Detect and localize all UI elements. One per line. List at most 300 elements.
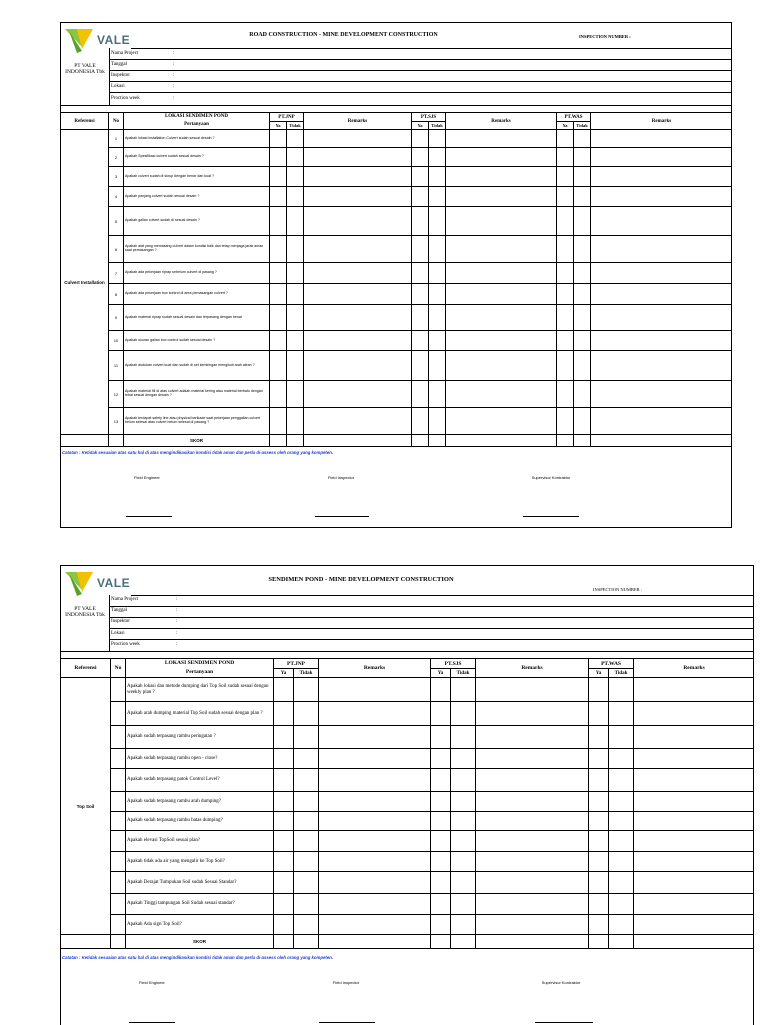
ya-cell[interactable] [412, 187, 429, 207]
header-remarks-3: Remarks [634, 659, 754, 678]
remarks-cell[interactable] [634, 749, 754, 769]
row-number [111, 894, 126, 915]
tidak-cell[interactable] [574, 236, 591, 263]
ya-cell[interactable] [431, 702, 451, 726]
ya-cell[interactable] [412, 381, 429, 408]
ya-cell[interactable] [589, 812, 609, 831]
checklist-table [60, 112, 732, 447]
table-row [61, 305, 733, 331]
ya-cell[interactable] [557, 207, 574, 236]
ya-cell[interactable] [431, 678, 451, 702]
tidak-cell[interactable] [429, 331, 446, 351]
ya-cell[interactable] [270, 236, 287, 263]
remarks-cell[interactable] [591, 187, 732, 207]
ya-cell[interactable] [557, 236, 574, 263]
remarks-cell[interactable] [319, 678, 431, 702]
lokasi-header: LOKASI SENDIMEN POND [126, 659, 274, 667]
tidak-cell[interactable] [287, 305, 304, 331]
signature-field-engineer: Field Engineer [134, 475, 160, 480]
ya-cell[interactable] [557, 187, 574, 207]
ya-cell[interactable] [589, 831, 609, 852]
contractor-was: PT.WAS [589, 659, 634, 669]
tidak-cell[interactable] [294, 792, 319, 812]
remarks-cell[interactable] [634, 769, 754, 792]
ya-cell[interactable] [274, 894, 294, 915]
row-number [111, 831, 126, 852]
tidak-cell[interactable] [287, 167, 304, 187]
header-ya: Ya [270, 122, 287, 130]
tidak-cell[interactable] [451, 792, 476, 812]
remarks-cell[interactable] [634, 894, 754, 915]
ya-cell[interactable] [589, 702, 609, 726]
tidak-cell[interactable] [609, 792, 634, 812]
remarks-cell[interactable] [591, 408, 732, 435]
tidak-cell[interactable] [287, 130, 304, 148]
remarks-cell[interactable] [319, 749, 431, 769]
info-label-project: Nama Project [111, 597, 139, 602]
checklist-table [60, 658, 754, 949]
remarks-cell[interactable] [591, 284, 732, 305]
remarks-cell[interactable] [304, 207, 412, 236]
ya-cell[interactable] [589, 872, 609, 894]
remarks-cell[interactable] [634, 726, 754, 749]
remarks-cell[interactable] [304, 236, 412, 263]
ya-cell[interactable] [589, 792, 609, 812]
tidak-cell[interactable] [287, 236, 304, 263]
remarks-cell[interactable] [319, 702, 431, 726]
table-row [61, 792, 755, 812]
ya-cell[interactable] [270, 331, 287, 351]
ya-cell[interactable] [270, 408, 287, 435]
ya-cell[interactable] [412, 148, 429, 167]
question-text: Apakah tidak ada air yang mengalir ke Top Soil? [126, 852, 274, 872]
remarks-cell[interactable] [476, 872, 589, 894]
header-referensi: Referensi [61, 113, 109, 130]
ya-cell[interactable] [431, 852, 451, 872]
remarks-cell[interactable] [304, 408, 412, 435]
remarks-cell[interactable] [319, 894, 431, 915]
remarks-cell[interactable] [446, 187, 557, 207]
tidak-cell[interactable] [429, 381, 446, 408]
row-number: 6 [109, 236, 124, 263]
ya-cell[interactable] [431, 812, 451, 831]
question-text: Apakah elevasi TopSoil sesuai plan? [126, 831, 274, 852]
reference-cell: Culvert Installation [61, 130, 109, 435]
tidak-cell[interactable] [287, 187, 304, 207]
tidak-cell[interactable] [574, 187, 591, 207]
tidak-cell[interactable] [609, 894, 634, 915]
tidak-cell[interactable] [609, 872, 634, 894]
ya-cell[interactable] [589, 726, 609, 749]
ya-cell[interactable] [274, 702, 294, 726]
question-text: Apakah arah dumping material Top Soil sudah sesuai dengan plan ? [126, 702, 274, 726]
ya-cell[interactable] [274, 812, 294, 831]
ya-cell[interactable] [270, 167, 287, 187]
skor-label: SKOR [126, 935, 274, 949]
tidak-cell[interactable] [294, 852, 319, 872]
remarks-cell[interactable] [304, 130, 412, 148]
ya-cell[interactable] [589, 678, 609, 702]
row-number: 4 [109, 187, 124, 207]
ya-cell[interactable] [557, 408, 574, 435]
remarks-cell[interactable] [591, 207, 732, 236]
tidak-cell[interactable] [609, 702, 634, 726]
question-text: Apakah culvert sudah di skrup dengan benar dan kuat ? [124, 167, 270, 187]
ya-cell[interactable] [589, 915, 609, 935]
tidak-cell[interactable] [429, 408, 446, 435]
tidak-cell[interactable] [429, 130, 446, 148]
remarks-cell[interactable] [304, 305, 412, 331]
remarks-cell[interactable] [591, 236, 732, 263]
tidak-cell[interactable] [609, 769, 634, 792]
ya-cell[interactable] [270, 284, 287, 305]
ya-cell[interactable] [412, 167, 429, 187]
tidak-cell[interactable] [294, 749, 319, 769]
tidak-cell[interactable] [294, 769, 319, 792]
remarks-cell[interactable] [446, 130, 557, 148]
remarks-cell[interactable] [634, 915, 754, 935]
tidak-cell[interactable] [609, 831, 634, 852]
tidak-cell[interactable] [429, 263, 446, 284]
ya-cell[interactable] [412, 351, 429, 381]
remarks-cell[interactable] [304, 167, 412, 187]
ya-cell[interactable] [270, 207, 287, 236]
ya-cell[interactable] [557, 381, 574, 408]
remarks-cell[interactable] [634, 831, 754, 852]
ya-cell[interactable] [431, 769, 451, 792]
remarks-cell[interactable] [446, 381, 557, 408]
tidak-cell[interactable] [429, 187, 446, 207]
table-row [61, 408, 733, 435]
table-row [61, 236, 733, 263]
remarks-cell[interactable] [476, 894, 589, 915]
remarks-cell[interactable] [446, 284, 557, 305]
remarks-cell[interactable] [591, 130, 732, 148]
tidak-cell[interactable] [609, 726, 634, 749]
ya-cell[interactable] [270, 351, 287, 381]
remarks-cell[interactable] [591, 167, 732, 187]
ya-cell[interactable] [270, 305, 287, 331]
tidak-cell[interactable] [429, 207, 446, 236]
ya-cell[interactable] [274, 749, 294, 769]
remarks-cell[interactable] [304, 351, 412, 381]
logo-text: VALE [97, 33, 131, 47]
ya-cell[interactable] [270, 263, 287, 284]
tidak-cell[interactable] [294, 726, 319, 749]
remarks-cell[interactable] [304, 263, 412, 284]
ya-cell[interactable] [557, 130, 574, 148]
table-row [61, 769, 755, 792]
remarks-cell[interactable] [304, 331, 412, 351]
tidak-cell[interactable] [429, 351, 446, 381]
row-number: 8 [109, 284, 124, 305]
remarks-cell[interactable] [591, 148, 732, 167]
ya-cell[interactable] [412, 331, 429, 351]
ya-cell[interactable] [557, 284, 574, 305]
tidak-cell[interactable] [287, 408, 304, 435]
ya-cell[interactable] [412, 263, 429, 284]
tidak-cell[interactable] [574, 167, 591, 187]
question-text: Apakah Spesifikasi culvert sudah sesuai desain ? [124, 148, 270, 167]
remarks-cell[interactable] [634, 852, 754, 872]
remarks-cell[interactable] [446, 148, 557, 167]
remarks-cell[interactable] [476, 915, 589, 935]
lokasi-header: LOKASI SENDIMEN POND [124, 113, 270, 121]
ya-cell[interactable] [412, 130, 429, 148]
tidak-cell[interactable] [451, 872, 476, 894]
row-number [111, 749, 126, 769]
remarks-cell[interactable] [591, 305, 732, 331]
remarks-cell[interactable] [319, 769, 431, 792]
ya-cell[interactable] [270, 130, 287, 148]
remarks-cell[interactable] [476, 769, 589, 792]
header-remarks-2: Remarks [476, 659, 589, 678]
ya-cell[interactable] [431, 749, 451, 769]
tidak-cell[interactable] [574, 305, 591, 331]
row-number: 12 [109, 381, 124, 408]
tidak-cell[interactable] [287, 351, 304, 381]
row-number: 1 [109, 130, 124, 148]
ya-cell[interactable] [589, 769, 609, 792]
remarks-cell[interactable] [446, 331, 557, 351]
remarks-cell[interactable] [304, 148, 412, 167]
question-text: Apakah alat yang memasang culvert dalam kondisi baik dan tetap menjaga jarak aman saat pemasangan ? [124, 236, 270, 263]
tidak-cell[interactable] [294, 894, 319, 915]
remarks-cell[interactable] [446, 236, 557, 263]
ya-cell[interactable] [274, 852, 294, 872]
tidak-cell[interactable] [294, 812, 319, 831]
info-label-tanggal: Tanggal [111, 608, 128, 613]
tidak-cell[interactable] [429, 305, 446, 331]
ya-cell[interactable] [431, 726, 451, 749]
row-number: 11 [109, 351, 124, 381]
tidak-cell[interactable] [287, 381, 304, 408]
tidak-cell[interactable] [574, 381, 591, 408]
remarks-cell[interactable] [634, 702, 754, 726]
row-number [111, 792, 126, 812]
ya-cell[interactable] [270, 381, 287, 408]
tidak-cell[interactable] [429, 148, 446, 167]
remarks-cell[interactable] [476, 678, 589, 702]
logo-text: VALE [97, 576, 131, 590]
remarks-cell[interactable] [476, 812, 589, 831]
question-text: Apakah lokasi installation Culvert sudah sesuai desain ? [124, 130, 270, 148]
tidak-cell[interactable] [294, 872, 319, 894]
remarks-cell[interactable] [446, 408, 557, 435]
tidak-cell[interactable] [609, 749, 634, 769]
remarks-cell[interactable] [476, 726, 589, 749]
form-title: ROAD CONSTRUCTION - MINE DEVELOPMENT CONSTRUCTION [249, 32, 438, 38]
ya-cell[interactable] [431, 831, 451, 852]
tidak-cell[interactable] [609, 812, 634, 831]
header-referensi: Referensi [61, 659, 111, 678]
contractor-sjs: PT.SJS [431, 659, 476, 669]
info-label-lokasi: Lokasi [111, 84, 125, 89]
tidak-cell[interactable] [451, 915, 476, 935]
ya-cell[interactable] [589, 894, 609, 915]
safety-note: Catatan : Ketidak sesuaian atas satu hal di atas mengindikasikan kondisi tidak aman dan perlu di-assess oleh orang yang kompeten. [62, 955, 334, 960]
ya-cell[interactable] [589, 749, 609, 769]
ya-cell[interactable] [274, 726, 294, 749]
tidak-cell[interactable] [574, 148, 591, 167]
header-remarks-1: Remarks [304, 113, 412, 130]
tidak-cell[interactable] [429, 167, 446, 187]
tidak-cell[interactable] [574, 284, 591, 305]
remarks-cell[interactable] [319, 792, 431, 812]
tidak-cell[interactable] [451, 702, 476, 726]
remarks-cell[interactable] [446, 263, 557, 284]
tidak-cell[interactable] [287, 263, 304, 284]
question-text: Apakah material fill di atas culvert adalah material kering atau material berbatu dengan tebal sesuai dengan desain ? [124, 381, 270, 408]
tidak-cell[interactable] [574, 263, 591, 284]
remarks-cell[interactable] [446, 207, 557, 236]
ya-cell[interactable] [270, 148, 287, 167]
remarks-cell[interactable] [304, 284, 412, 305]
signature-field-engineer: Field Engineer [139, 980, 165, 985]
question-text: Apakah panjang culvert sudah sesuai desain ? [124, 187, 270, 207]
ya-cell[interactable] [589, 852, 609, 872]
tidak-cell[interactable] [451, 769, 476, 792]
remarks-cell[interactable] [319, 831, 431, 852]
contractor-was: PT.WAS [557, 113, 591, 122]
ya-cell[interactable] [557, 263, 574, 284]
remarks-cell[interactable] [634, 678, 754, 702]
ya-cell[interactable] [557, 305, 574, 331]
tidak-cell[interactable] [294, 831, 319, 852]
tidak-cell[interactable] [451, 812, 476, 831]
tidak-cell[interactable] [609, 678, 634, 702]
ya-cell[interactable] [557, 351, 574, 381]
contractor-jnp: PT.JNP [270, 113, 304, 122]
tidak-cell[interactable] [429, 284, 446, 305]
tidak-cell[interactable] [574, 351, 591, 381]
table-row [61, 726, 755, 749]
tidak-cell[interactable] [574, 207, 591, 236]
tidak-cell[interactable] [574, 408, 591, 435]
info-label-project: Nama Project [111, 51, 139, 56]
question-text: Apakah sudah terpasang rambu open - close? [126, 749, 274, 769]
ya-cell[interactable] [270, 187, 287, 207]
table-row [61, 749, 755, 769]
remarks-cell[interactable] [304, 187, 412, 207]
ya-cell[interactable] [412, 305, 429, 331]
tidak-cell[interactable] [574, 130, 591, 148]
ya-cell[interactable] [274, 792, 294, 812]
row-number: 5 [109, 207, 124, 236]
inspection-form-sendimen-pond: VALE PT VALE INDONESIA Tbk SENDIMEN POND - MINE DEVELOPMENT CONSTRUCTION INSPECTION NUMBER : Nama Project : Tanggal : Inspektor : Lokasi : Proction week : Referensi No LOKASI SENDIMEN POND PT.JNP Remarks PT.SJS Remarks PT.WAS Remarks Pertanyaan Ya Tidak Ya Tidak Ya Tidak Top Soil Apakah lokasi dan metode dumping dari Top Soil sudah sesuai dengan weekly plan ? Apakah arah dumping material Top Soil sudah sesuai dengan plan ? Apakah sudah terpasang rambu peringatan ? Apakah sudah terpasang rambu open - close? Apakah sudah terpasang patok Control Level? Apakah sudah terpasang rambu arah dumping? Apakah sudah terpasang rambu batas dumping? Apakah elevasi TopSoil sesuai plan? Apakah tidak ada air yang mengalir ke Top Soil? Apakah Derajat Tumpukan Soil sudah Sesuai Standar? Apakah Tinggi tampungan Soil Sudah sesuai standar? Apakah Ada sign Top Soil? SKOR Catatan : Ketidak sesuaian atas satu hal di atas mengindikasikan kondisi tidak aman dan perlu di-assess oleh orang yang kompeten. Field Engineer Field Inspector Supervisor Kontraktor [60, 565, 754, 1025]
ya-cell[interactable] [274, 831, 294, 852]
ya-cell[interactable] [557, 148, 574, 167]
ya-cell[interactable] [412, 207, 429, 236]
header-no: No [111, 659, 126, 678]
tidak-cell[interactable] [451, 678, 476, 702]
question-text: Apakah dudukan culvert kuat dan sudah di set kemiringan mengikuti arah aliran ? [124, 351, 270, 381]
ya-cell[interactable] [431, 792, 451, 812]
question-text: Apakah Ada sign Top Soil? [126, 915, 274, 935]
remarks-cell[interactable] [304, 381, 412, 408]
remarks-cell[interactable] [476, 852, 589, 872]
ya-cell[interactable] [412, 284, 429, 305]
ya-cell[interactable] [412, 236, 429, 263]
row-number: 7 [109, 263, 124, 284]
remarks-cell[interactable] [446, 305, 557, 331]
ya-cell[interactable] [557, 331, 574, 351]
question-text: Apakah Derajat Tumpukan Soil sudah Sesuai Standar? [126, 872, 274, 894]
remarks-cell[interactable] [476, 749, 589, 769]
remarks-cell[interactable] [319, 726, 431, 749]
tidak-cell[interactable] [451, 852, 476, 872]
remarks-cell[interactable] [591, 351, 732, 381]
ya-cell[interactable] [431, 894, 451, 915]
remarks-cell[interactable] [591, 331, 732, 351]
remarks-cell[interactable] [319, 852, 431, 872]
table-row [61, 167, 733, 187]
table-row [61, 678, 755, 702]
remarks-cell[interactable] [634, 872, 754, 894]
remarks-cell[interactable] [634, 812, 754, 831]
tidak-cell[interactable] [287, 148, 304, 167]
ya-cell[interactable] [274, 769, 294, 792]
info-label-lokasi: Lokasi [111, 631, 125, 636]
contractor-jnp: PT.JNP [274, 659, 319, 669]
header-remarks-1: Remarks [319, 659, 431, 678]
remarks-cell[interactable] [319, 915, 431, 935]
tidak-cell[interactable] [294, 915, 319, 935]
tidak-cell[interactable] [287, 207, 304, 236]
remarks-cell[interactable] [476, 702, 589, 726]
ya-cell[interactable] [412, 408, 429, 435]
tidak-cell[interactable] [451, 894, 476, 915]
tidak-cell[interactable] [451, 726, 476, 749]
header-ya: Ya [589, 669, 609, 678]
remarks-cell[interactable] [446, 167, 557, 187]
remarks-cell[interactable] [476, 831, 589, 852]
ya-cell[interactable] [431, 872, 451, 894]
tidak-cell[interactable] [294, 678, 319, 702]
ya-cell[interactable] [274, 915, 294, 935]
table-row [61, 207, 733, 236]
remarks-cell[interactable] [319, 872, 431, 894]
row-number: 3 [109, 167, 124, 187]
header-tidak: Tidak [287, 122, 304, 130]
ya-cell[interactable] [274, 678, 294, 702]
remarks-cell[interactable] [591, 263, 732, 284]
header-tidak: Tidak [294, 669, 319, 678]
header-tidak: Tidak [574, 122, 591, 130]
remarks-cell[interactable] [319, 812, 431, 831]
tidak-cell[interactable] [574, 331, 591, 351]
remarks-cell[interactable] [476, 792, 589, 812]
ya-cell[interactable] [557, 167, 574, 187]
tidak-cell[interactable] [287, 284, 304, 305]
tidak-cell[interactable] [451, 831, 476, 852]
header-pertanyaan: Pertanyaan [124, 121, 270, 130]
remarks-cell[interactable] [446, 351, 557, 381]
tidak-cell[interactable] [287, 331, 304, 351]
remarks-cell[interactable] [591, 381, 732, 408]
remarks-cell[interactable] [634, 792, 754, 812]
question-text: Apakah sudah terpasang rambu peringatan ? [126, 726, 274, 749]
tidak-cell[interactable] [429, 236, 446, 263]
table-row [61, 351, 733, 381]
ya-cell[interactable] [274, 872, 294, 894]
tidak-cell[interactable] [609, 915, 634, 935]
tidak-cell[interactable] [609, 852, 634, 872]
signature-supervisor: Supervisor Kontraktor [531, 475, 571, 480]
tidak-cell[interactable] [294, 702, 319, 726]
ya-cell[interactable] [431, 915, 451, 935]
tidak-cell[interactable] [451, 749, 476, 769]
